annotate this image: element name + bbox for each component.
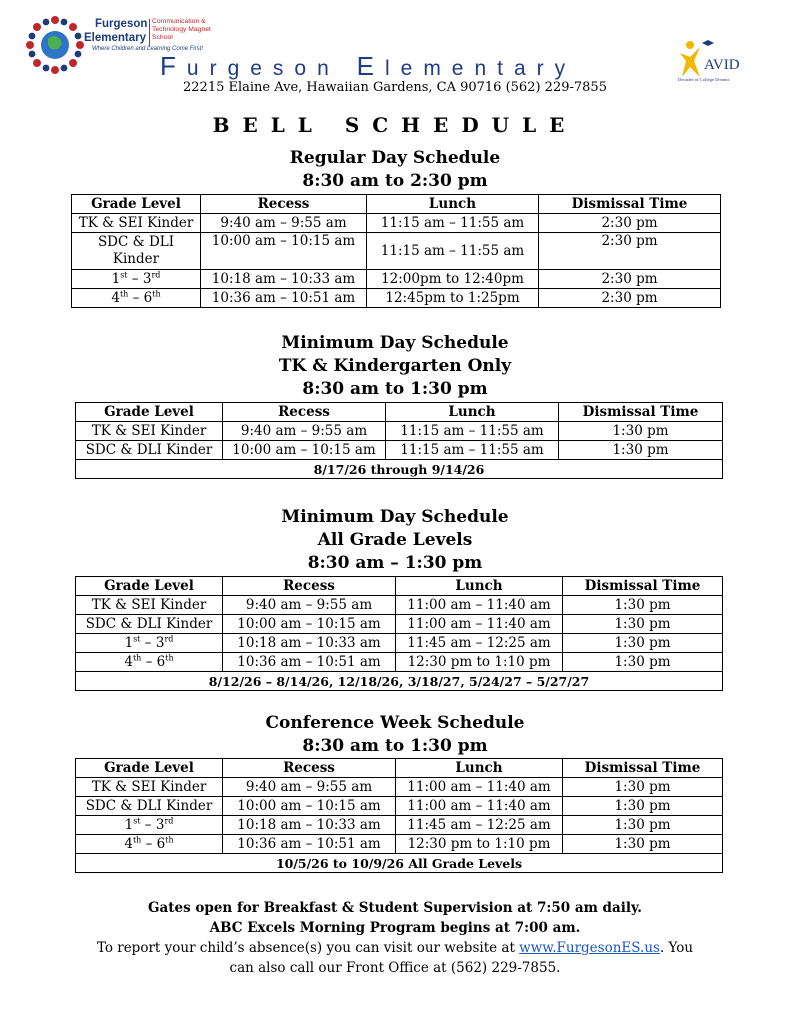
gates-open-note: Gates open for Breakfast & Student Supervision at 7:50 am daily. <box>148 900 642 916</box>
lunch-cell: 11:15 am – 11:55 am <box>386 422 559 441</box>
ordinal-suffix: th <box>152 289 161 298</box>
lunch-cell: 11:00 am – 11:40 am <box>396 778 563 797</box>
grade-start: 4 <box>111 289 120 306</box>
column-header: Dismissal Time <box>563 759 723 778</box>
table-row <box>76 653 723 672</box>
section-minimum-all-title <box>0 506 790 575</box>
grade-end: 6 <box>156 653 166 670</box>
school-address: 22215 Elaine Ave, Hawaiian Gardens, CA 90716 (562) 229-7855 <box>183 80 607 95</box>
table-note-row <box>76 460 723 479</box>
grade-start: 1 <box>124 816 134 833</box>
section-title-line: Regular Day Schedule <box>289 148 501 168</box>
section-title-line: TK & Kindergarten Only <box>278 356 512 376</box>
grade-cell: SDC & DLI Kinder <box>76 797 223 816</box>
section-minimum-tk-title <box>0 332 790 401</box>
grade-start: 1 <box>111 270 121 287</box>
ordinal-suffix: st <box>133 634 141 643</box>
logo-name-line2: Elementary <box>84 32 147 44</box>
grade-separator: – <box>140 816 156 833</box>
grade-start: 1 <box>124 634 134 651</box>
grade-end: 3 <box>142 270 152 287</box>
dismissal-cell: 2:30 pm <box>539 233 721 270</box>
dismissal-cell: 1:30 pm <box>563 596 723 615</box>
school-name-word-2: lementary <box>384 57 577 80</box>
grade-cell <box>76 835 223 854</box>
avid-logo-subtext: Decades of College Dreams <box>678 77 730 82</box>
section-title-line: All Grade Levels <box>317 530 473 550</box>
section-title-line: Minimum Day Schedule <box>281 507 509 527</box>
table-header-row <box>76 403 723 422</box>
front-office-note: can also call our Front Office at (562) 229-7855. <box>229 960 561 976</box>
grade-cell: TK & SEI Kinder <box>76 596 223 615</box>
lunch-cell: 12:00pm to 12:40pm <box>367 270 539 289</box>
conference-week-table <box>75 758 723 873</box>
column-header: Dismissal Time <box>563 577 723 596</box>
column-header: Grade Level <box>76 759 223 778</box>
table-row <box>72 270 721 289</box>
grade-end: 6 <box>156 835 166 852</box>
dismissal-cell: 2:30 pm <box>539 270 721 289</box>
column-header: Dismissal Time <box>539 195 721 214</box>
dismissal-cell: 2:30 pm <box>539 289 721 308</box>
lunch-cell: 11:00 am – 11:40 am <box>396 596 563 615</box>
table-row <box>76 816 723 835</box>
school-name-initial-2: E <box>356 51 385 81</box>
grade-cell: SDC & DLI Kinder <box>72 233 201 270</box>
grade-separator: – <box>141 835 157 852</box>
column-header: Grade Level <box>72 195 201 214</box>
school-name-initial-1: F <box>160 51 187 81</box>
lunch-cell: 11:00 am – 11:40 am <box>396 615 563 634</box>
lunch-cell: 11:45 am – 12:25 am <box>396 634 563 653</box>
grade-end: 3 <box>155 816 165 833</box>
grade-start: 4 <box>124 835 133 852</box>
dismissal-cell: 1:30 pm <box>563 797 723 816</box>
lunch-cell: 12:30 pm to 1:10 pm <box>396 653 563 672</box>
recess-cell: 9:40 am – 9:55 am <box>223 422 386 441</box>
ordinal-suffix: th <box>165 835 174 844</box>
table-note-row <box>76 854 723 873</box>
grade-separator: – <box>127 270 143 287</box>
table-row <box>76 422 723 441</box>
ordinal-suffix: th <box>165 653 174 662</box>
dismissal-cell: 1:30 pm <box>559 441 723 460</box>
avid-logo-text: AVID <box>704 57 740 73</box>
dismissal-cell: 1:30 pm <box>563 615 723 634</box>
table-note-row <box>76 672 723 691</box>
grade-cell: TK & SEI Kinder <box>76 422 223 441</box>
column-header: Recess <box>223 403 386 422</box>
lunch-cell: 11:15 am – 11:55 am <box>367 233 539 270</box>
avid-logo <box>676 37 756 83</box>
ordinal-suffix: st <box>120 270 128 279</box>
logo-name-line1: Furgeson <box>95 18 148 30</box>
ordinal-suffix: th <box>119 289 129 298</box>
section-title-line: 8:30 am – 1:30 pm <box>307 553 483 573</box>
recess-cell: 10:18 am – 10:33 am <box>201 270 367 289</box>
ordinal-suffix: rd <box>164 816 174 825</box>
column-header: Lunch <box>396 577 563 596</box>
column-header: Lunch <box>396 759 563 778</box>
ordinal-suffix: rd <box>151 270 161 279</box>
lunch-cell: 11:15 am – 11:55 am <box>386 441 559 460</box>
column-header: Dismissal Time <box>559 403 723 422</box>
school-name <box>160 51 576 82</box>
school-logo-emblem <box>24 14 86 76</box>
recess-cell: 9:40 am – 9:55 am <box>201 214 367 233</box>
absence-text-end: . You <box>659 940 694 956</box>
ordinal-suffix: rd <box>164 634 174 643</box>
table-row <box>72 233 721 270</box>
table-row <box>72 214 721 233</box>
recess-cell: 10:00 am – 10:15 am <box>223 797 396 816</box>
recess-cell: 10:36 am – 10:51 am <box>201 289 367 308</box>
recess-cell: 10:36 am – 10:51 am <box>223 835 396 854</box>
footer-notes <box>0 898 790 978</box>
table-row <box>76 778 723 797</box>
absence-text: To report your child’s absence(s) you can visit our website at <box>96 940 520 956</box>
grade-cell <box>72 289 201 308</box>
minimum-tk-table <box>75 402 723 479</box>
ordinal-suffix: st <box>133 816 141 825</box>
logo-motto: Where Children and Learning Come First! <box>92 46 204 52</box>
grade-cell: TK & SEI Kinder <box>76 778 223 797</box>
table-header-row <box>76 577 723 596</box>
logo-divider <box>149 19 150 47</box>
grade-cell <box>76 653 223 672</box>
grade-cell: SDC & DLI Kinder <box>76 441 223 460</box>
lunch-cell: 11:00 am – 11:40 am <box>396 797 563 816</box>
section-title-line: 8:30 am to 2:30 pm <box>302 171 488 191</box>
dismissal-cell: 1:30 pm <box>563 778 723 797</box>
dismissal-cell: 1:30 pm <box>559 422 723 441</box>
grade-cell <box>76 816 223 835</box>
dismissal-cell: 1:30 pm <box>563 634 723 653</box>
column-header: Recess <box>223 759 396 778</box>
lunch-cell: 11:15 am – 11:55 am <box>367 214 539 233</box>
grade-cell: TK & SEI Kinder <box>72 214 201 233</box>
grade-separator: – <box>141 653 157 670</box>
table-row <box>76 835 723 854</box>
school-name-word-1: urgeson <box>186 57 340 80</box>
table-header-row <box>76 759 723 778</box>
ordinal-suffix: th <box>132 835 142 844</box>
recess-cell: 10:00 am – 10:15 am <box>223 441 386 460</box>
column-header: Lunch <box>386 403 559 422</box>
dismissal-cell: 2:30 pm <box>539 214 721 233</box>
website-link[interactable]: www.FurgesonES.us <box>519 940 660 956</box>
table-row <box>76 596 723 615</box>
section-title-line: Conference Week Schedule <box>265 713 525 733</box>
recess-cell: 10:36 am – 10:51 am <box>223 653 396 672</box>
minimum-all-table <box>75 576 723 691</box>
recess-cell: 10:18 am – 10:33 am <box>223 816 396 835</box>
recess-cell: 9:40 am – 9:55 am <box>223 596 396 615</box>
dismissal-cell: 1:30 pm <box>563 816 723 835</box>
grade-cell <box>76 634 223 653</box>
table-row <box>76 797 723 816</box>
dismissal-cell: 1:30 pm <box>563 653 723 672</box>
table-row <box>76 615 723 634</box>
section-conference-title <box>0 712 790 758</box>
dismissal-cell: 1:30 pm <box>563 835 723 854</box>
morning-program-note: ABC Excels Morning Program begins at 7:00 am. <box>209 920 581 936</box>
table-header-row <box>72 195 721 214</box>
recess-cell: 9:40 am – 9:55 am <box>223 778 396 797</box>
recess-cell: 10:18 am – 10:33 am <box>223 634 396 653</box>
date-range-note: 8/17/26 through 9/14/26 <box>76 460 723 479</box>
table-row <box>76 634 723 653</box>
recess-cell: 10:00 am – 10:15 am <box>201 233 367 270</box>
table-row <box>72 289 721 308</box>
date-range-note: 8/12/26 – 8/14/26, 12/18/26, 3/18/27, 5/24/27 – 5/27/27 <box>76 672 723 691</box>
grade-end: 6 <box>143 289 153 306</box>
recess-cell: 10:00 am – 10:15 am <box>223 615 396 634</box>
column-header: Recess <box>223 577 396 596</box>
absence-report-note <box>0 938 790 958</box>
column-header: Lunch <box>367 195 539 214</box>
table-row <box>76 441 723 460</box>
column-header: Recess <box>201 195 367 214</box>
section-title-line: Minimum Day Schedule <box>281 333 509 353</box>
section-title-line: 8:30 am to 1:30 pm <box>302 736 488 756</box>
grade-cell <box>72 270 201 289</box>
lunch-cell: 12:30 pm to 1:10 pm <box>396 835 563 854</box>
grade-separator: – <box>128 289 144 306</box>
regular-day-table <box>71 194 721 308</box>
date-range-note: 10/5/26 to 10/9/26 All Grade Levels <box>76 854 723 873</box>
section-regular-title <box>0 147 790 193</box>
lunch-cell: 11:45 am – 12:25 am <box>396 816 563 835</box>
page-title: BELL SCHEDULE <box>212 113 578 137</box>
section-title-line: 8:30 am to 1:30 pm <box>302 379 488 399</box>
grade-end: 3 <box>155 634 165 651</box>
logo-tagline: Communication & Technology Magnet School <box>152 18 211 41</box>
grade-cell: SDC & DLI Kinder <box>76 615 223 634</box>
grade-separator: – <box>140 634 156 651</box>
ordinal-suffix: th <box>132 653 142 662</box>
column-header: Grade Level <box>76 403 223 422</box>
lunch-cell: 12:45pm to 1:25pm <box>367 289 539 308</box>
column-header: Grade Level <box>76 577 223 596</box>
grade-start: 4 <box>124 653 133 670</box>
